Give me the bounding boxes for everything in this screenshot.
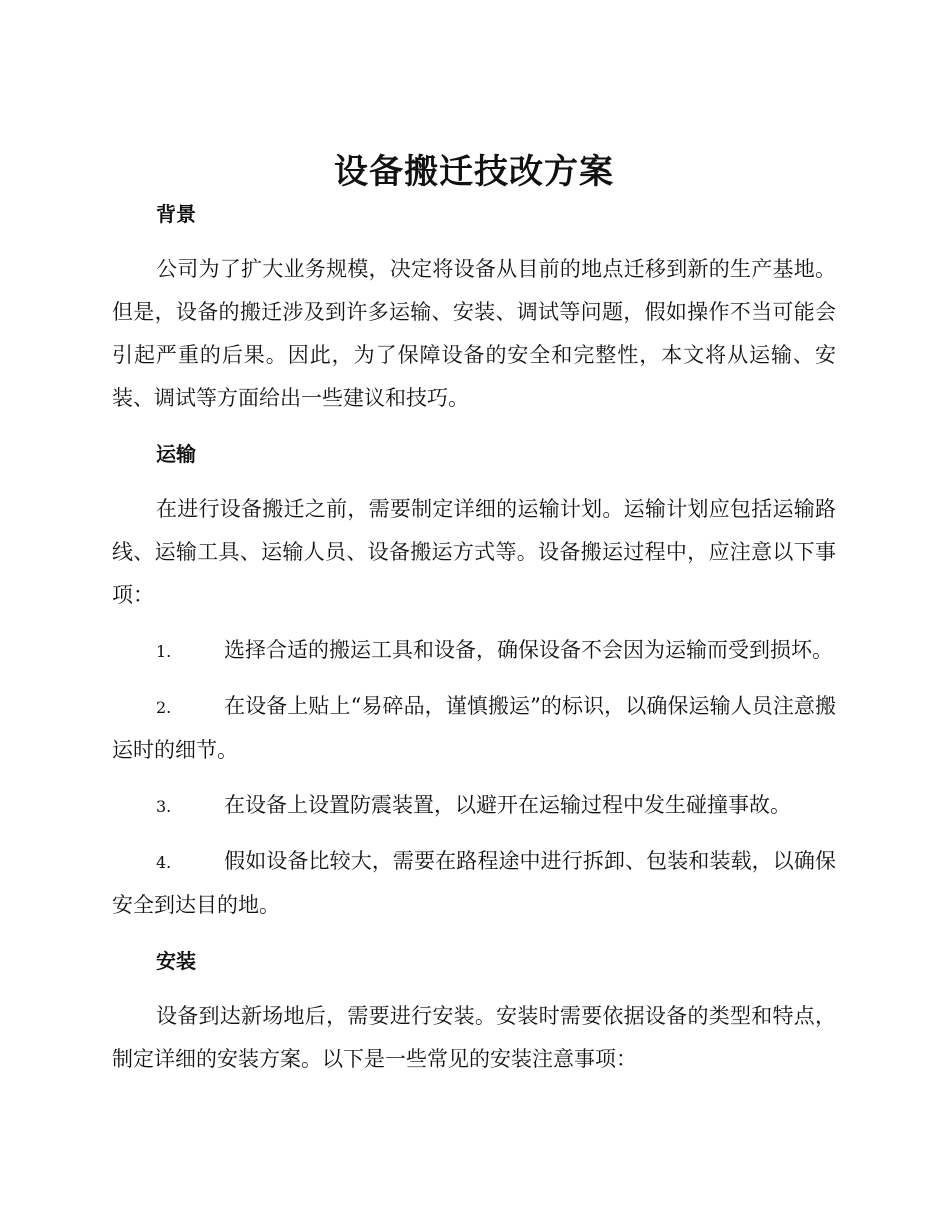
list-item	[112, 784, 836, 828]
document-body	[112, 150, 836, 1081]
list-item-number: 4.	[156, 853, 172, 872]
list-item	[112, 685, 836, 772]
paragraph-transport: 在进行设备搬迁之前，需要制定详细的运输计划。运输计划应包括运输路线、运输工具、运输人员、设备搬运方式等。设备搬运过程中，应注意以下事项：	[112, 497, 836, 607]
list-item-text: 在设备上贴上“易碎品，谨慎搬运”的标识，以确保运输人员注意搬运时的细节。	[112, 694, 836, 762]
paragraph-background: 公司为了扩大业务规模，决定将设备从目前的地点迁移到新的生产基地。但是，设备的搬迁涉及到许多运输、安装、调试等问题，假如操作不当可能会引起严重的后果。因此，为了保障设备的安全和完整性，本文将从运输、安装、调试等方面给出一些建议和技巧。	[112, 257, 836, 410]
list-item	[112, 840, 836, 927]
list-item-number: 3.	[156, 797, 172, 816]
list-item-text: 在设备上设置防震装置，以避开在运输过程中发生碰撞事故。	[224, 793, 791, 817]
list-item	[112, 629, 836, 673]
list-item-text: 选择合适的搬运工具和设备，确保设备不会因为运输而受到损坏。	[224, 638, 833, 662]
section-heading-transport: 运输	[156, 442, 196, 466]
document-title: 设备搬迁技改方案	[334, 152, 614, 192]
paragraph-installation: 设备到达新场地后，需要进行安装。安装时需要依据设备的类型和特点，制定详细的安装方案。以下是一些常见的安装注意事项：	[112, 1004, 836, 1071]
list-item-text: 假如设备比较大，需要在路程途中进行拆卸、包装和装载，以确保安全到达目的地。	[112, 849, 836, 917]
section-heading-background: 背景	[156, 202, 196, 226]
list-item-number: 1.	[156, 642, 172, 661]
list-item-number: 2.	[156, 698, 172, 717]
section-heading-installation: 安装	[156, 949, 196, 973]
